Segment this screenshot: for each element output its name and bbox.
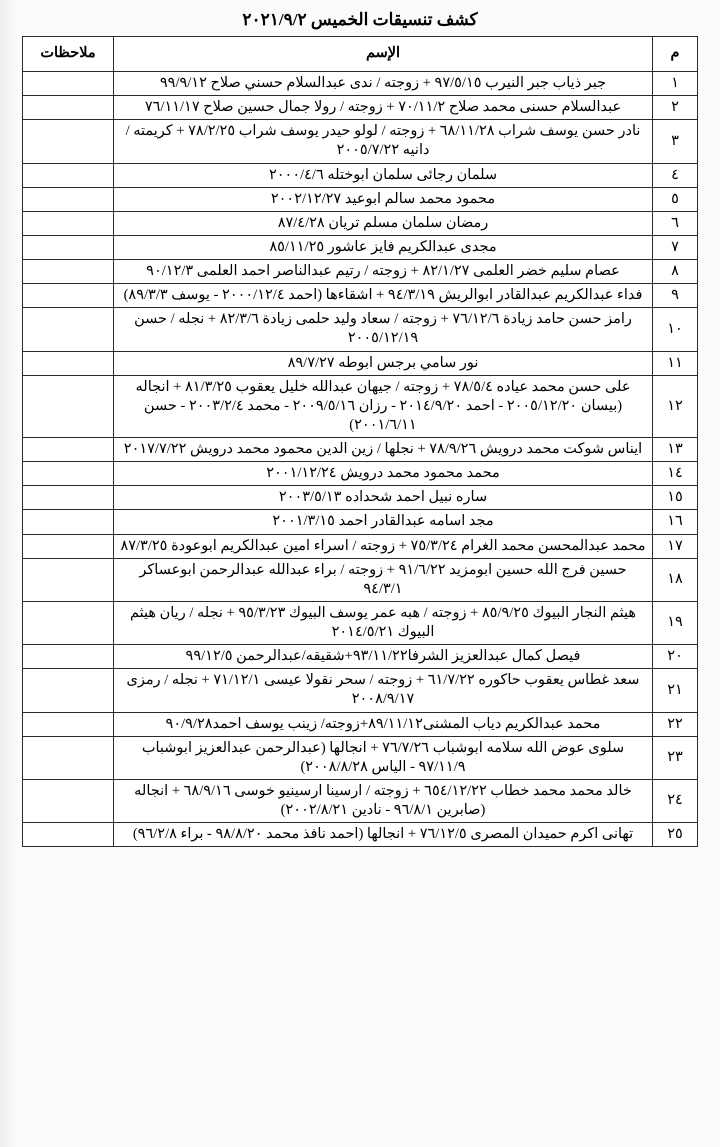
- row-notes: [23, 120, 114, 163]
- column-header-notes: ملاحظات: [23, 37, 114, 72]
- row-notes: [23, 96, 114, 120]
- table-row: [23, 558, 698, 601]
- row-name: محمد محمود محمد درويش ٢٠٠١/١٢/٢٤: [114, 462, 653, 486]
- row-number: ٢١: [653, 669, 698, 712]
- row-number: ٢: [653, 96, 698, 120]
- table-row: [23, 375, 698, 437]
- row-number: ١٩: [653, 601, 698, 644]
- row-name: هيثم النجار البيوك ٨٥/٩/٢٥ + زوجته / هبه عمر يوسف البيوك ٩٥/٣/٢٣ + نجله / ريان هيثم البيوك ٢٠١٤/٥/٢١: [114, 601, 653, 644]
- row-notes: [23, 187, 114, 211]
- row-notes: [23, 779, 114, 822]
- row-notes: [23, 510, 114, 534]
- row-number: ٢٣: [653, 736, 698, 779]
- table-row: [23, 510, 698, 534]
- table-row: [23, 823, 698, 847]
- row-number: ٧: [653, 235, 698, 259]
- row-notes: [23, 712, 114, 736]
- row-name: خالد محمد محمد خطاب ٦٥٤/١٢/٢٢ + زوجته / ارسينا ارسينيو خوسى ٦٨/٩/١٦ + انجاله (صابرين ٩٦/٨/١ - نادين ٢٠٠٢/٨/٢١): [114, 779, 653, 822]
- row-name: نادر حسن يوسف شراب ٦٨/١١/٢٨ + زوجته / لولو حيدر يوسف شراب ٧٨/٢/٢٥ + كريمته / دانيه ٢٠٠٥/٧/٢٢: [114, 120, 653, 163]
- row-notes: [23, 645, 114, 669]
- row-number: ٨: [653, 260, 698, 284]
- row-notes: [23, 486, 114, 510]
- table-row: [23, 308, 698, 351]
- row-name: جبر ذياب جبر النيرب ٩٧/٥/١٥ + زوجته / ندى عبدالسلام حسني صلاح ٩٩/٩/١٢: [114, 72, 653, 96]
- table-row: [23, 260, 698, 284]
- row-number: ١٨: [653, 558, 698, 601]
- page-edge-shadow: [0, 0, 16, 1147]
- row-number: ١: [653, 72, 698, 96]
- table-row: [23, 211, 698, 235]
- row-name: ايناس شوكت محمد درويش ٧٨/٩/٢٦ + نجلها / زين الدين محمود محمد درويش ٢٠١٧/٧/٢٢: [114, 438, 653, 462]
- row-number: ١٦: [653, 510, 698, 534]
- row-name: محمود محمد سالم ابوعيد ٢٠٠٢/١٢/٢٧: [114, 187, 653, 211]
- row-number: ٤: [653, 163, 698, 187]
- row-name: محمد عبدالمحسن محمد الغرام ٧٥/٣/٢٤ + زوجته / اسراء امين عبدالكريم ابوعودة ٨٧/٣/٢٥: [114, 534, 653, 558]
- table-body: [23, 72, 698, 847]
- row-notes: [23, 72, 114, 96]
- row-name: فيصل كمال عبدالعزيز الشرفا٩٣/١١/٢٢+شقيقه/عبدالرحمن ٩٩/١٢/٥: [114, 645, 653, 669]
- row-number: ١٧: [653, 534, 698, 558]
- row-notes: [23, 351, 114, 375]
- row-number: ٢٥: [653, 823, 698, 847]
- row-name: مجدى عبدالكريم فايز عاشور ٨٥/١١/٢٥: [114, 235, 653, 259]
- table-row: [23, 534, 698, 558]
- row-notes: [23, 438, 114, 462]
- table-row: [23, 779, 698, 822]
- row-name: رامز حسن حامد زيادة ٧٦/١٢/٦ + زوجته / سعاد وليد حلمى زيادة ٨٢/٣/٦ + نجله / حسن ٢٠٠٥/١٢/١٩: [114, 308, 653, 351]
- row-name: سلمان رجائى سلمان ابوختله ٢٠٠٠/٤/٦: [114, 163, 653, 187]
- row-number: ١٢: [653, 375, 698, 437]
- row-number: ١٤: [653, 462, 698, 486]
- table-row: [23, 736, 698, 779]
- row-name: مجد اسامه عبدالقادر احمد ٢٠٠١/٣/١٥: [114, 510, 653, 534]
- row-notes: [23, 823, 114, 847]
- row-name: رمضان سلمان مسلم تريان ٨٧/٤/٢٨: [114, 211, 653, 235]
- row-number: ٣: [653, 120, 698, 163]
- page-title: كشف تنسيقات الخميس ٢٠٢١/٩/٢: [242, 10, 478, 29]
- row-number: ١٥: [653, 486, 698, 510]
- table-row: [23, 601, 698, 644]
- column-header-number: م: [653, 37, 698, 72]
- row-name: سعد غطاس يعقوب حاكوره ٦١/٧/٢٢ + زوجته / سحر نقولا عيسى ٧١/١٢/١ + نجله / رمزى ٢٠٠٨/٩/١٧: [114, 669, 653, 712]
- row-notes: [23, 260, 114, 284]
- table-row: [23, 96, 698, 120]
- row-notes: [23, 284, 114, 308]
- row-number: ٢٠: [653, 645, 698, 669]
- table-row: [23, 645, 698, 669]
- row-name: سلوى عوض الله سلامه ابوشباب ٧٦/٧/٢٦ + انجالها (عبدالرحمن عبدالعزيز ابوشباب ٩٧/١١/٩ - الياس ٢٠٠٨/٨/٢٨): [114, 736, 653, 779]
- table-row: [23, 351, 698, 375]
- row-name: محمد عبدالكريم دياب المشنى٨٩/١١/١٢+زوجته/ زينب يوسف احمد٩٠/٩/٢٨: [114, 712, 653, 736]
- row-name: ساره نبيل احمد شحداده ٢٠٠٣/٥/١٣: [114, 486, 653, 510]
- table-row: [23, 235, 698, 259]
- coordination-table: [22, 36, 698, 847]
- row-number: ١١: [653, 351, 698, 375]
- table-row: [23, 462, 698, 486]
- row-name: تهانى اكرم حميدان المصرى ٧٦/١٢/٥ + انجالها (احمد نافذ محمد ٩٨/٨/٢٠ - براء ٩٦/٢/٨): [114, 823, 653, 847]
- table-row: [23, 486, 698, 510]
- table-row: [23, 712, 698, 736]
- row-number: ١٠: [653, 308, 698, 351]
- row-notes: [23, 601, 114, 644]
- row-notes: [23, 308, 114, 351]
- row-notes: [23, 163, 114, 187]
- row-name: على حسن محمد عياده ٧٨/٥/٤ + زوجته / جيهان عبدالله خليل يعقوب ٨١/٣/٢٥ + انجاله (بيسان ٢٠٠٥/١٢/٢٠ - احمد ٢٠١٤/٩/٢٠ - رزان ٢٠٠٩/٥/١٦ - محمد ٢٠٠٣/٢/٤ - حسن ٢٠٠١/٦/١١): [114, 375, 653, 437]
- row-name: فداء عبدالكريم عبدالقادر ابوالريش ٩٤/٣/١٩ + اشقاءها (احمد ٢٠٠٠/١٢/٤ - يوسف ٨٩/٣/٣): [114, 284, 653, 308]
- row-number: ١٣: [653, 438, 698, 462]
- table-row: [23, 163, 698, 187]
- table-row: [23, 438, 698, 462]
- row-notes: [23, 375, 114, 437]
- row-number: ٩: [653, 284, 698, 308]
- row-notes: [23, 558, 114, 601]
- row-number: ٢٢: [653, 712, 698, 736]
- row-notes: [23, 669, 114, 712]
- row-notes: [23, 534, 114, 558]
- row-name: حسين فرج الله حسين ابومزيد ٩١/٦/٢٢ + زوجته / براء عبدالله عبدالرحمن ابوعساكر ٩٤/٣/١: [114, 558, 653, 601]
- row-name: نور سامي برجس ابوطه ٨٩/٧/٢٧: [114, 351, 653, 375]
- row-number: ٦: [653, 211, 698, 235]
- table-row: [23, 669, 698, 712]
- row-name: عصام سليم خضر العلمى ٨٢/١/٢٧ + زوجته / رتيم عبدالناصر احمد العلمى ٩٠/١٢/٣: [114, 260, 653, 284]
- table-row: [23, 120, 698, 163]
- table-row: [23, 72, 698, 96]
- row-notes: [23, 235, 114, 259]
- table-row: [23, 187, 698, 211]
- table-header-row: [23, 37, 698, 72]
- row-number: ٥: [653, 187, 698, 211]
- row-notes: [23, 736, 114, 779]
- row-notes: [23, 211, 114, 235]
- row-notes: [23, 462, 114, 486]
- row-number: ٢٤: [653, 779, 698, 822]
- table-header: [23, 37, 698, 72]
- column-header-name: الإسم: [114, 37, 653, 72]
- row-name: عبدالسلام حسنى محمد صلاح ٧٠/١١/٢ + زوجته / رولا جمال حسين صلاح ٧٦/١١/١٧: [114, 96, 653, 120]
- table-row: [23, 284, 698, 308]
